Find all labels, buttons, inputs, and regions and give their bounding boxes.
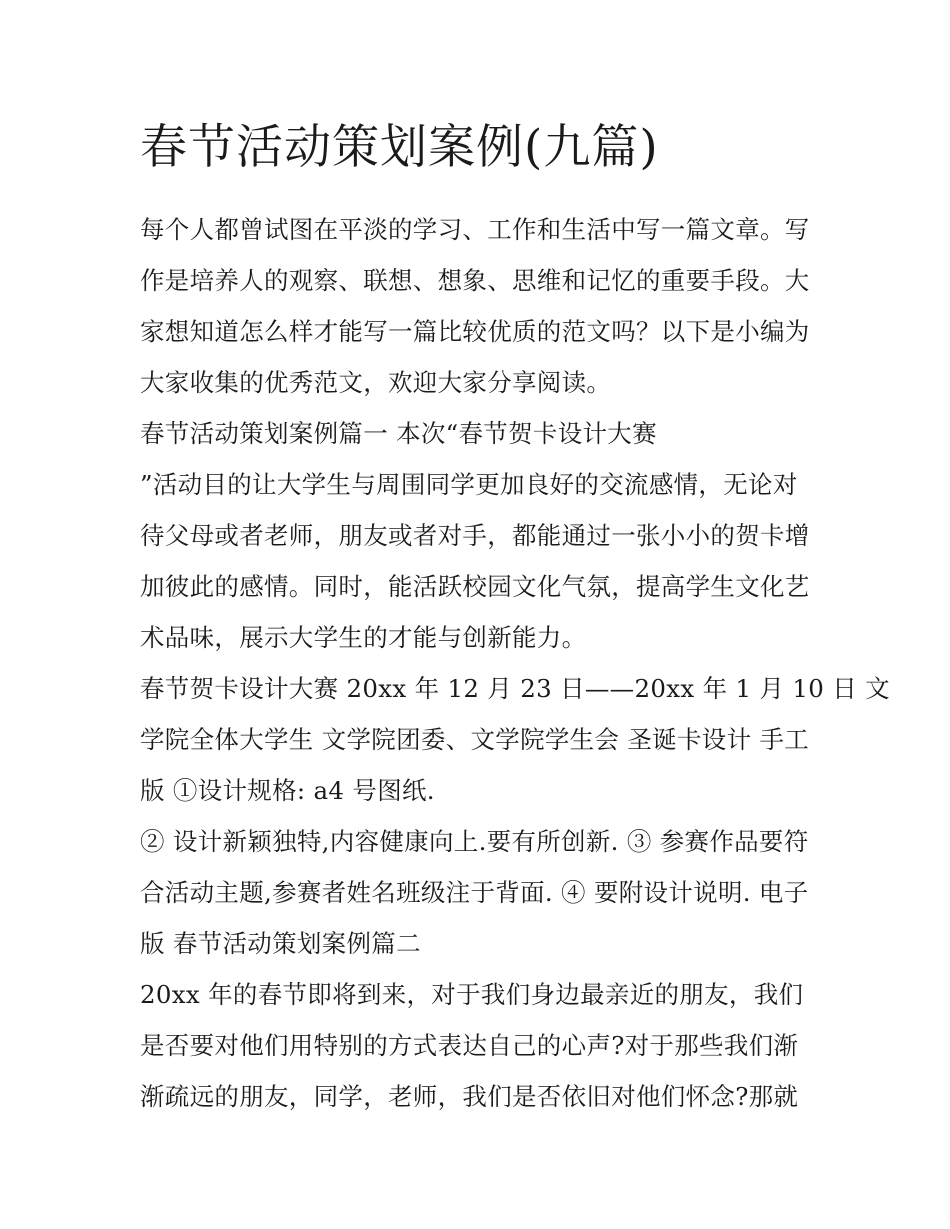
text-line: ”活动目的让大学生与周围同学更加良好的交流感情，无论对 [140,470,798,499]
text-line: 春节活动策划案例篇一 本次“春节贺卡设计大赛 [140,419,657,448]
text-line: 待父母或者老师，朋友或者对手，都能通过一张小小的贺卡增 [140,521,810,550]
document-page [140,112,890,1122]
text-line: ② 设计新颖独特,内容健康向上.要有所创新. ③ 参赛作品要符 [140,827,809,856]
text-line: 合活动主题,参赛者姓名班级注于背面. ④ 要附设计说明. 电子 [140,878,809,907]
text-line: 大家收集的优秀范文，欢迎大家分享阅读。 [140,368,612,397]
text-line: 渐疏远的朋友，同学，老师，我们是否依旧对他们怀念?那就 [140,1082,799,1111]
text-line: 是否要对他们用特别的方式表达自己的心声?对于那些我们渐 [140,1031,799,1060]
text-line: 版 春节活动策划案例篇二 [140,929,421,958]
text-line: 家想知道怎么样才能写一篇比较优质的范文吗？以下是小编为 [140,317,810,346]
text-line: 每个人都曾试图在平淡的学习、工作和生活中写一篇文章。写 [140,215,810,244]
text-line: 版 ①设计规格: a4 号图纸. [140,776,435,805]
text-line: 加彼此的感情。同时，能活跃校园文化气氛，提高学生文化艺 [140,572,810,601]
document-title: 春节活动策划案例(九篇) [140,120,659,175]
text-line: 20xx 年的春节即将到来，对于我们身边最亲近的朋友，我们 [140,980,804,1009]
document-body [140,204,890,1122]
text-line: 春节贺卡设计大赛 20xx 年 12 月 23 日——20xx 年 1 月 10 日 文 [140,674,890,703]
text-line: 术品味，展示大学生的才能与创新能力。 [140,623,587,652]
text-line: 作是培养人的观察、联想、想象、思维和记忆的重要手段。大 [140,266,810,295]
text-line: 学院全体大学生 文学院团委、文学院学生会 圣诞卡设计 手工 [140,725,810,754]
